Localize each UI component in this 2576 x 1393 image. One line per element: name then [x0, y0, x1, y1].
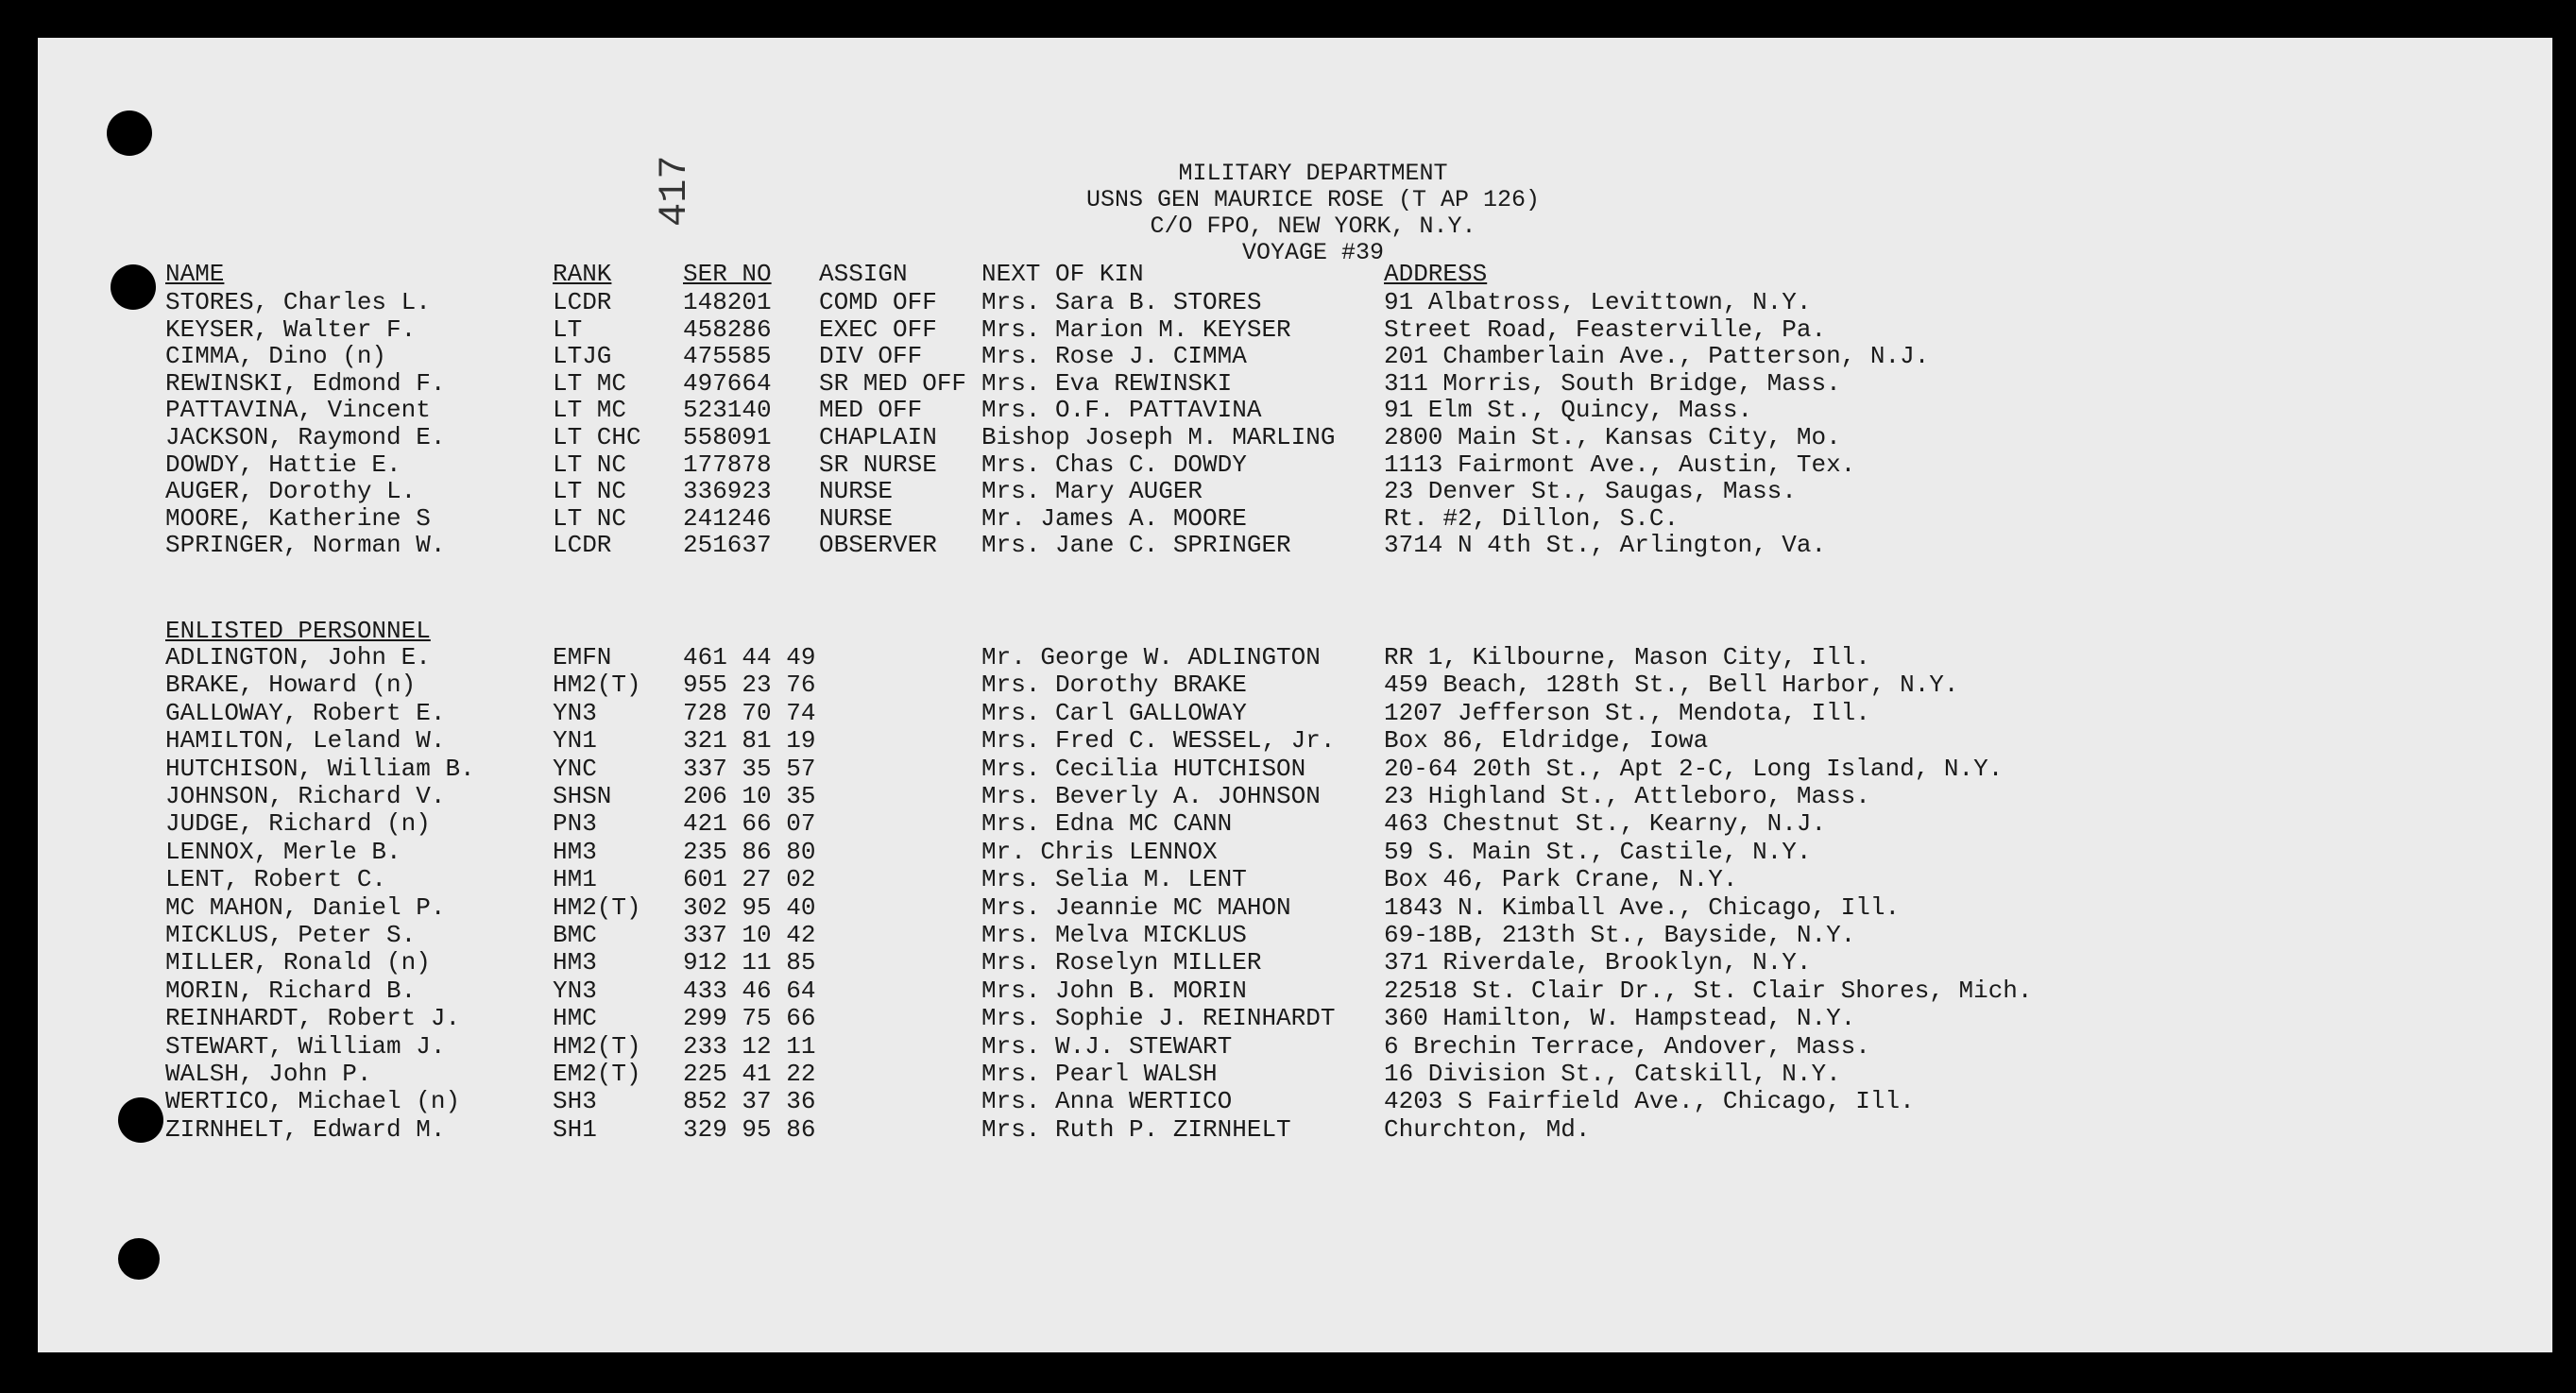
assignment: EXEC OFF: [819, 314, 937, 344]
next-of-kin: Mrs. Carl GALLOWAY: [981, 698, 1247, 727]
address: Box 46, Park Crane, N.Y.: [1384, 865, 1738, 894]
assignment: SR MED OFF: [819, 368, 967, 398]
rank: HM2(T): [553, 892, 641, 922]
table-row: [38, 289, 2552, 315]
service-number: 251637: [683, 531, 772, 560]
table-row: [38, 424, 2552, 450]
assignment: DIV OFF: [819, 342, 923, 371]
next-of-kin: Mrs. Sara B. STORES: [981, 288, 1262, 316]
assignment: OBSERVER: [819, 531, 937, 560]
person-name: JUDGE, Richard (n): [165, 809, 431, 839]
header-assign: ASSIGN: [819, 260, 908, 288]
document-sheet: [38, 38, 2552, 1352]
service-number: 458286: [683, 314, 772, 344]
next-of-kin: Mrs. Melva MICKLUS: [981, 921, 1247, 949]
person-name: LENT, Robert C.: [165, 865, 387, 894]
assignment: NURSE: [819, 477, 894, 506]
service-number: 601 27 02: [683, 865, 816, 894]
next-of-kin: Mrs. Sophie J. REINHARDT: [981, 1004, 1336, 1033]
service-number: 912 11 85: [683, 948, 816, 977]
rank: HM3: [553, 948, 597, 977]
service-number: 177878: [683, 450, 772, 479]
table-row: [38, 727, 2552, 754]
next-of-kin: Mrs. Cecilia HUTCHISON: [981, 754, 1306, 783]
address: Churchton, Md.: [1384, 1114, 1591, 1144]
rank: SH3: [553, 1087, 597, 1116]
person-name: REWINSKI, Edmond F.: [165, 368, 446, 398]
service-number: 336923: [683, 477, 772, 506]
table-row: [38, 810, 2552, 837]
assignment: MED OFF: [819, 396, 923, 425]
address: 91 Elm St., Quincy, Mass.: [1384, 396, 1753, 425]
person-name: WALSH, John P.: [165, 1060, 372, 1088]
rank: SHSN: [553, 782, 612, 810]
next-of-kin: Mrs. O.F. PATTAVINA: [981, 396, 1262, 425]
person-name: STORES, Charles L.: [165, 288, 431, 316]
next-of-kin: Mrs. Mary AUGER: [981, 477, 1203, 506]
rank: LTJG: [553, 342, 612, 371]
next-of-kin: Mrs. Edna MC CANN: [981, 809, 1233, 839]
service-number: 337 35 57: [683, 754, 816, 783]
service-number: 329 95 86: [683, 1114, 816, 1144]
service-number: 523140: [683, 396, 772, 425]
table-row: [38, 866, 2552, 892]
address: 371 Riverdale, Brooklyn, N.Y.: [1384, 948, 1812, 977]
next-of-kin: Mrs. Ruth P. ZIRNHELT: [981, 1114, 1291, 1144]
next-of-kin: Mrs. Dorothy BRAKE: [981, 671, 1247, 700]
header-ser-no: SER NO: [683, 260, 772, 288]
service-number: 235 86 80: [683, 837, 816, 866]
next-of-kin: Mrs. Rose J. CIMMA: [981, 342, 1247, 371]
person-name: REINHARDT, Robert J.: [165, 1004, 461, 1033]
column-headers: [38, 261, 2552, 287]
rank: YN1: [553, 726, 597, 756]
assignment: COMD OFF: [819, 288, 937, 316]
next-of-kin: Mrs. Jeannie MC MAHON: [981, 892, 1291, 922]
service-number: 728 70 74: [683, 698, 816, 727]
service-number: 852 37 36: [683, 1087, 816, 1116]
address: 20-64 20th St., Apt 2-C, Long Island, N.Y.: [1384, 754, 2004, 783]
person-name: LENNOX, Merle B.: [165, 837, 401, 866]
next-of-kin: Mrs. W.J. STEWART: [981, 1031, 1233, 1061]
rank: YN3: [553, 976, 597, 1005]
rank: HM2(T): [553, 1031, 641, 1061]
next-of-kin: Mrs. Selia M. LENT: [981, 865, 1247, 894]
address: 23 Denver St., Saugas, Mass.: [1384, 477, 1797, 506]
rank: LT MC: [553, 396, 627, 425]
next-of-kin: Mrs. Jane C. SPRINGER: [981, 531, 1291, 560]
person-name: ADLINGTON, John E.: [165, 643, 431, 671]
rank: LT: [553, 314, 583, 344]
rank: EMFN: [553, 643, 612, 671]
table-row: [38, 1061, 2552, 1087]
person-name: ZIRNHELT, Edward M.: [165, 1114, 446, 1144]
rank: LT CHC: [553, 423, 641, 451]
next-of-kin: Mrs. Fred C. WESSEL, Jr.: [981, 726, 1336, 756]
service-number: 955 23 76: [683, 671, 816, 700]
next-of-kin: Bishop Joseph M. MARLING: [981, 423, 1336, 451]
enlisted-heading: ENLISTED PERSONNEL: [165, 617, 431, 645]
table-row: [38, 977, 2552, 1004]
address: 2800 Main St., Kansas City, Mo.: [1384, 423, 1841, 451]
person-name: AUGER, Dorothy L.: [165, 477, 417, 506]
address: 23 Highland St., Attleboro, Mass.: [1384, 782, 1870, 810]
header-name: NAME: [165, 260, 225, 288]
rank: PN3: [553, 809, 597, 839]
address: 4203 S Fairfield Ave., Chicago, Ill.: [1384, 1087, 1915, 1116]
table-row: [38, 922, 2552, 948]
next-of-kin: Mrs. Anna WERTICO: [981, 1087, 1233, 1116]
address: 463 Chestnut St., Kearny, N.J.: [1384, 809, 1827, 839]
address: 3714 N 4th St., Arlington, Va.: [1384, 531, 1827, 560]
address: 6 Brechin Terrace, Andover, Mass.: [1384, 1031, 1870, 1061]
table-row: [38, 451, 2552, 478]
address: 459 Beach, 128th St., Bell Harbor, N.Y.: [1384, 671, 1959, 700]
address: Box 86, Eldridge, Iowa: [1384, 726, 1709, 756]
rank: EM2(T): [553, 1060, 641, 1088]
table-row: [38, 671, 2552, 698]
service-number: 241246: [683, 503, 772, 533]
service-number: 148201: [683, 288, 772, 316]
assignment: CHAPLAIN: [819, 423, 937, 451]
service-number: 421 66 07: [683, 809, 816, 839]
header-next-of-kin: NEXT OF KIN: [981, 260, 1144, 288]
address: 311 Morris, South Bridge, Mass.: [1384, 368, 1841, 398]
service-number: 337 10 42: [683, 921, 816, 949]
next-of-kin: Mrs. Chas C. DOWDY: [981, 450, 1247, 479]
address: 22518 St. Clair Dr., St. Clair Shores, Mich.: [1384, 976, 2033, 1005]
rank: HM1: [553, 865, 597, 894]
table-row: [38, 1088, 2552, 1114]
service-number: 321 81 19: [683, 726, 816, 756]
next-of-kin: Mr. James A. MOORE: [981, 503, 1247, 533]
person-name: MICKLUS, Peter S.: [165, 921, 417, 949]
person-name: JACKSON, Raymond E.: [165, 423, 446, 451]
header-line: USNS GEN MAURICE ROSE (T AP 126): [1085, 186, 1541, 213]
person-name: HUTCHISON, William B.: [165, 754, 475, 783]
rank: YN3: [553, 698, 597, 727]
rank: LT NC: [553, 477, 627, 506]
next-of-kin: Mrs. Roselyn MILLER: [981, 948, 1262, 977]
person-name: SPRINGER, Norman W.: [165, 531, 446, 560]
table-row: [38, 1005, 2552, 1031]
punch-hole: [107, 110, 152, 156]
address: RR 1, Kilbourne, Mason City, Ill.: [1384, 643, 1870, 671]
rank: YNC: [553, 754, 597, 783]
person-name: MILLER, Ronald (n): [165, 948, 431, 977]
table-row: [38, 1116, 2552, 1143]
person-name: HAMILTON, Leland W.: [165, 726, 446, 756]
rank: HM3: [553, 837, 597, 866]
table-row: [38, 505, 2552, 532]
table-row: [38, 894, 2552, 921]
address: 360 Hamilton, W. Hampstead, N.Y.: [1384, 1004, 1856, 1033]
rank: LT NC: [553, 503, 627, 533]
service-number: 302 95 40: [683, 892, 816, 922]
service-number: 225 41 22: [683, 1060, 816, 1088]
service-number: 475585: [683, 342, 772, 371]
person-name: MC MAHON, Daniel P.: [165, 892, 446, 922]
rank: SH1: [553, 1114, 597, 1144]
address: 69-18B, 213th St., Bayside, N.Y.: [1384, 921, 1856, 949]
person-name: CIMMA, Dino (n): [165, 342, 387, 371]
table-row: [38, 316, 2552, 343]
header-line: VOYAGE #39: [1241, 239, 1385, 266]
service-number: 558091: [683, 423, 772, 451]
service-number: 299 75 66: [683, 1004, 816, 1033]
table-row: [38, 397, 2552, 423]
next-of-kin: Mrs. Beverly A. JOHNSON: [981, 782, 1321, 810]
table-row: [38, 783, 2552, 809]
person-name: JOHNSON, Richard V.: [165, 782, 446, 810]
table-row: [38, 700, 2552, 726]
person-name: BRAKE, Howard (n): [165, 671, 417, 700]
service-number: 461 44 49: [683, 643, 816, 671]
person-name: KEYSER, Walter F.: [165, 314, 417, 344]
service-number: 433 46 64: [683, 976, 816, 1005]
header-rank: RANK: [553, 260, 612, 288]
person-name: MOORE, Katherine S: [165, 503, 431, 533]
table-row: [38, 478, 2552, 504]
rank: HM2(T): [553, 671, 641, 700]
table-row: [38, 756, 2552, 782]
address: 59 S. Main St., Castile, N.Y.: [1384, 837, 1812, 866]
table-row: [38, 949, 2552, 976]
next-of-kin: Mrs. Eva REWINSKI: [981, 368, 1233, 398]
rank: LCDR: [553, 531, 612, 560]
address: 91 Albatross, Levittown, N.Y.: [1384, 288, 1812, 316]
table-row: [38, 532, 2552, 558]
rank: BMC: [553, 921, 597, 949]
person-name: GALLOWAY, Robert E.: [165, 698, 446, 727]
next-of-kin: Mrs. Marion M. KEYSER: [981, 314, 1291, 344]
table-row: [38, 343, 2552, 369]
rank: LT NC: [553, 450, 627, 479]
assignment: NURSE: [819, 503, 894, 533]
enlisted-heading-row: [38, 618, 2552, 644]
address: Rt. #2, Dillon, S.C.: [1384, 503, 1680, 533]
person-name: WERTICO, Michael (n): [165, 1087, 461, 1116]
person-name: DOWDY, Hattie E.: [165, 450, 401, 479]
service-number: 206 10 35: [683, 782, 816, 810]
next-of-kin: Mr. Chris LENNOX: [981, 837, 1218, 866]
table-row: [38, 370, 2552, 397]
rank: HMC: [553, 1004, 597, 1033]
punch-hole: [118, 1238, 160, 1280]
header-line: MILITARY DEPARTMENT: [1178, 160, 1448, 187]
header-address: ADDRESS: [1384, 260, 1488, 288]
rank: LCDR: [553, 288, 612, 316]
assignment: SR NURSE: [819, 450, 937, 479]
address: 16 Division St., Catskill, N.Y.: [1384, 1060, 1841, 1088]
address: Street Road, Feasterville, Pa.: [1384, 314, 1827, 344]
page-number: 417: [652, 155, 697, 227]
address: 1843 N. Kimball Ave., Chicago, Ill.: [1384, 892, 1901, 922]
next-of-kin: Mr. George W. ADLINGTON: [981, 643, 1321, 671]
person-name: STEWART, William J.: [165, 1031, 446, 1061]
person-name: PATTAVINA, Vincent: [165, 396, 431, 425]
table-row: [38, 839, 2552, 865]
rank: LT MC: [553, 368, 627, 398]
table-row: [38, 644, 2552, 671]
person-name: MORIN, Richard B.: [165, 976, 417, 1005]
address: 201 Chamberlain Ave., Patterson, N.J.: [1384, 342, 1930, 371]
table-row: [38, 1033, 2552, 1060]
address: 1207 Jefferson St., Mendota, Ill.: [1384, 698, 1870, 727]
service-number: 233 12 11: [683, 1031, 816, 1061]
document-header: [982, 161, 1644, 266]
header-line: C/O FPO, NEW YORK, N.Y.: [1150, 212, 1476, 240]
next-of-kin: Mrs. Pearl WALSH: [981, 1060, 1218, 1088]
service-number: 497664: [683, 368, 772, 398]
next-of-kin: Mrs. John B. MORIN: [981, 976, 1247, 1005]
address: 1113 Fairmont Ave., Austin, Tex.: [1384, 450, 1856, 479]
